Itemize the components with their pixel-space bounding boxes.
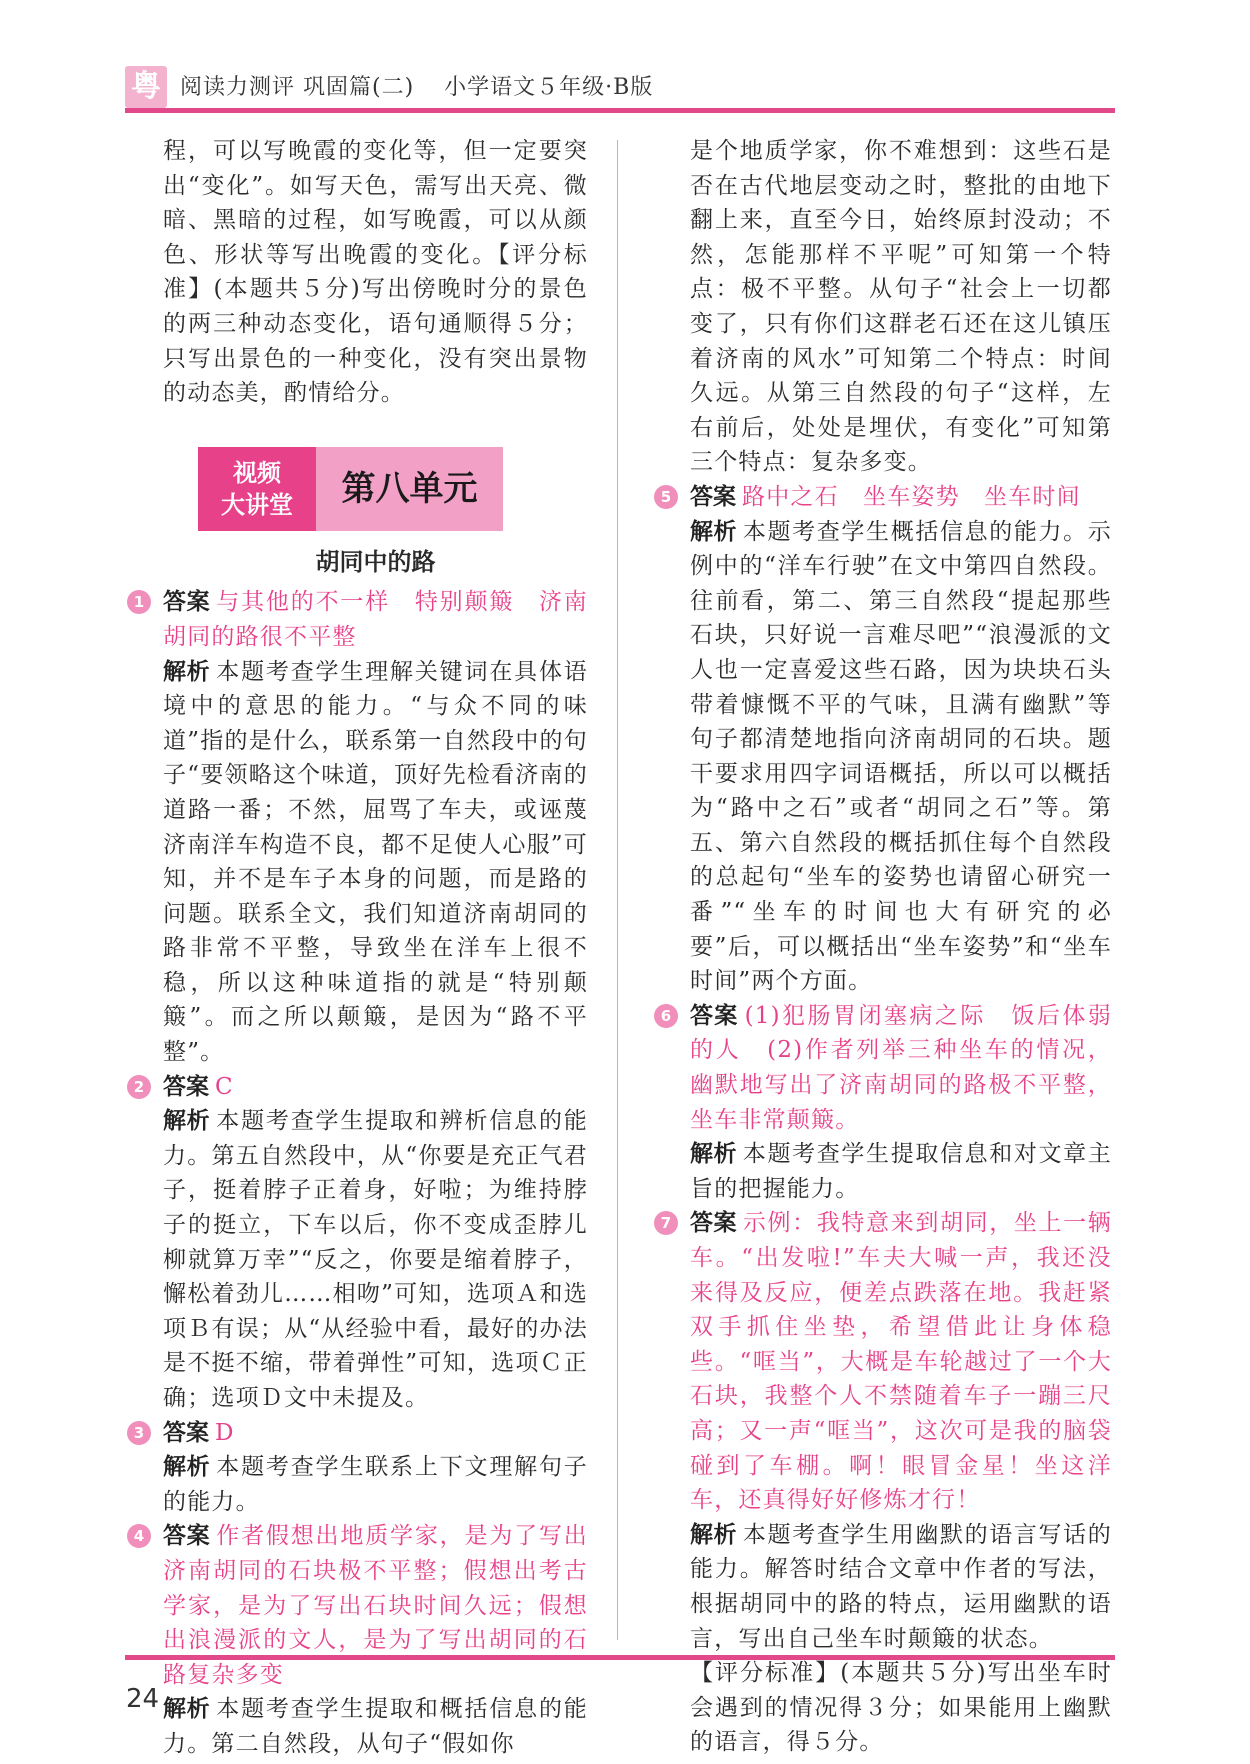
- analysis-text: 本题考查学生联系上下文理解句子的能力。: [163, 1454, 588, 1515]
- question-1: [133, 585, 588, 1069]
- analysis-label: 解析: [163, 1108, 211, 1135]
- question-number-badge: 3: [127, 1421, 151, 1445]
- book-title-main: 阅读力测评 巩固篇(二): [180, 75, 415, 100]
- footer-rule: [125, 1655, 1115, 1660]
- video-lecture-label: [198, 447, 316, 531]
- column-divider: [617, 140, 618, 1640]
- answer-label: 答案: [690, 1210, 737, 1237]
- article-title: 胡同中的路: [315, 547, 436, 576]
- answer-text: 作者假想出地质学家，是为了写出济南胡同的石块极不平整；假想出考古学家，是为了写出石块时间久远；假想出浪漫派的文人，是为了写出胡同的石路复杂多变: [163, 1523, 588, 1688]
- analysis-text: 本题考查学生概括信息的能力。示例中的“洋车行驶”在文中第四自然段。往前看，第二、第三自然段“提起那些石块，只好说一言难尽吧”“浪漫派的文人也一定喜爱这些石路，因为块块石头带着慷慨不平的气味，且满有幽默”等句子都清楚地指向济南胡同的石块。题干要求用四字词语概括，所以可以概括为“路中之石”或者“胡同之石”等。第五、第六自然段的概括抓住每个自然段的总起句“坐车的姿势也请留心研究一番”“坐车的时间也大有研究的必要”后，可以概括出“坐车姿势”和“坐车时间”两个方面。: [690, 518, 1112, 995]
- banner-line-1: 视频: [233, 458, 281, 487]
- answer-text: 示例：我特意来到胡同，坐上一辆车。“出发啦!”车夫大喊一声，我还没来得及反应，便差点跌落在地。我赶紧双手抓住坐垫，希望借此让身体稳些。“哐当”，大概是车轮越过了一个大石块，我整个人不禁随着车子一蹦三尺高；又一声“哐当”，这次可是我的脑袋碰到了车棚。啊！眼冒金星！坐这洋车，还真得好好修炼才行！: [690, 1210, 1112, 1514]
- answer-text: 路中之石 坐车姿势 坐车时间: [742, 483, 1081, 510]
- answer-label: 答案: [163, 1419, 209, 1446]
- question-number-badge: 4: [127, 1524, 151, 1548]
- scoring-criteria: 【评分标准】(本题共５分)写出坐车时会遇到的情况得３分；如果能用上幽默的语言，得５分。: [690, 1660, 1112, 1756]
- header-rule: [125, 108, 1115, 113]
- analysis-text: 本题考查学生理解关键词在具体语境中的意思的能力。“与众不同的味道”指的是什么，联系第一自然段中的句子“要领略这个味道，顶好先检看济南的道路一番；不然，屈骂了车夫，或诬蔑济南洋车构造不良，都不足使人心服”可知，并不是车子本身的问题，而是路的问题。联系全文，我们知道济南胡同的路非常不平整，导致坐在洋车上很不稳，所以这种味道指的就是“特别颠簸”。而之所以颠簸，是因为“路不平整”。: [163, 658, 588, 1066]
- analysis-text: 本题考查学生提取信息和对文章主旨的把握能力。: [690, 1141, 1112, 1202]
- answer-text: 与其他的不一样 特别颠簸 济南胡同的路很不平整: [163, 589, 588, 650]
- analysis-label: 解析: [690, 518, 737, 545]
- unit-banner: [198, 447, 503, 531]
- question-3: [133, 1416, 588, 1520]
- analysis-label: 解析: [690, 1141, 737, 1168]
- analysis-text: 本题考查学生提取和辨析信息的能力。第五自然段中，从“你要是充正气君子，挺着脖子正着身，好啦；为维持脖子的挺立，下车以后，你不变成歪脖儿柳就算万幸”“反之，你要是缩着脖子，懈松着劲儿……相吻”可知，选项Ａ和选项Ｂ有误；从“从经验中看，最好的办法是不挺不缩，带着弹性”可知，选项Ｃ正确；选项Ｄ文中未提及。: [163, 1108, 588, 1411]
- question-2: [133, 1070, 588, 1416]
- analysis-text: 本题考查学生提取和概括信息的能力。第二自然段，从句子“假如你: [163, 1696, 588, 1757]
- q4-analysis-continued: 是个地质学家，你不难想到：这些石是否在古代地层变动之时，整批的由地下翻上来，直至今日，始终原封没动；不然，怎能那样不平呢”可知第一个特点：极不平整。从句子“社会上一切都变了，只有你们这群老石还在这儿镇压着济南的风水”可知第二个特点：时间久远。从第三自然段的句子“这样，左右前后，处处是埋伏，有变化”可知第三个特点：复杂多变。: [690, 138, 1112, 476]
- analysis-label: 解析: [163, 1696, 211, 1723]
- unit-title: 第八单元: [341, 468, 478, 509]
- answer-label: 答案: [690, 1002, 739, 1029]
- answer-text: C: [215, 1073, 234, 1100]
- answer-text: (1)犯肠胃闭塞病之际 饭后体弱的人 (2)作者列举三种坐车的情况，幽默地写出了济南胡同的路极不平整，坐车非常颠簸。: [690, 1002, 1112, 1133]
- answer-label: 答案: [163, 589, 211, 616]
- answer-label: 答案: [163, 1523, 211, 1550]
- analysis-text: 本题考查学生用幽默的语言写话的能力。解答时结合文章中作者的写法，根据胡同中的路的特点，运用幽默的语言，写出自己坐车时颠簸的状态。: [690, 1521, 1112, 1652]
- book-title-sub: 小学语文５年级·B版: [444, 75, 654, 100]
- question-5: [660, 480, 1112, 999]
- right-column: [660, 134, 1112, 1760]
- question-number-badge: 7: [654, 1211, 678, 1235]
- answer-label: 答案: [163, 1073, 209, 1100]
- page-number: 24: [126, 1684, 160, 1714]
- question-6: [660, 999, 1112, 1207]
- publisher-logo: 粤: [125, 66, 167, 108]
- answer-label: 答案: [690, 483, 736, 510]
- question-number-badge: 6: [654, 1004, 678, 1028]
- question-number-badge: 2: [127, 1075, 151, 1099]
- page-header: [125, 66, 1115, 108]
- book-title: [180, 70, 653, 101]
- banner-line-2: 大讲堂: [221, 490, 293, 519]
- answer-text: D: [215, 1419, 235, 1446]
- question-7: [660, 1206, 1112, 1760]
- question-number-badge: 1: [127, 590, 151, 614]
- analysis-label: 解析: [690, 1521, 737, 1548]
- intro-paragraph: 程，可以写晚霞的变化等，但一定要突出“变化”。如写天色，需写出天亮、微暗、黑暗的过程，如写晚霞，可以从颜色、形状等写出晚霞的变化。【评分标准】(本题共５分)写出傍晚时分的景色的两三种动态变化，语句通顺得５分；只写出景色的一种变化，没有突出景物的动态美，酌情给分。: [163, 138, 588, 407]
- question-number-badge: 5: [654, 485, 678, 509]
- analysis-label: 解析: [163, 1454, 211, 1481]
- analysis-label: 解析: [163, 658, 211, 685]
